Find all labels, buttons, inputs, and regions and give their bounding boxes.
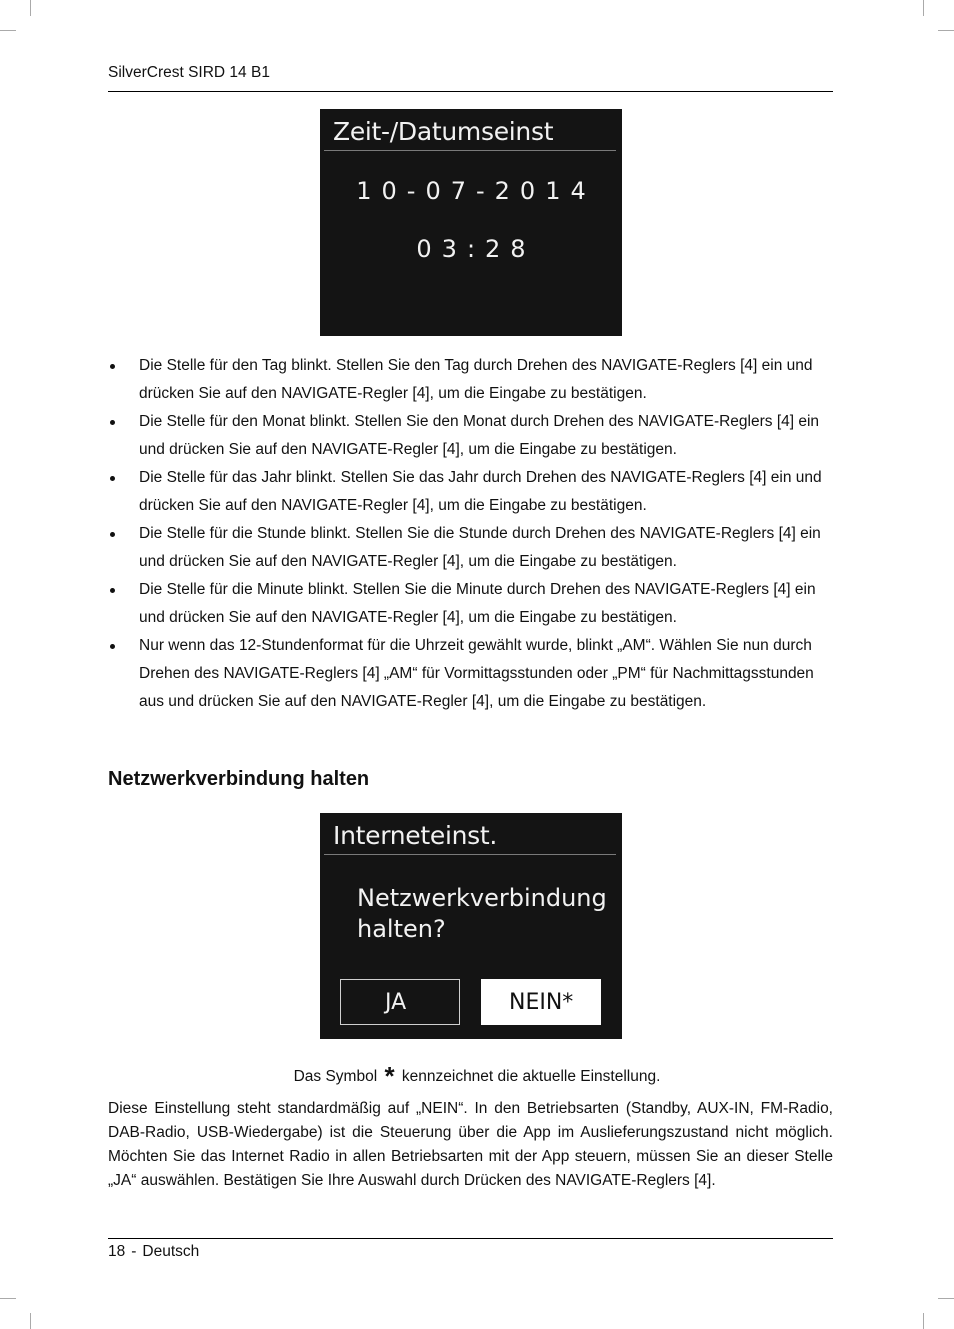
footer-rule	[108, 1238, 833, 1239]
screen-title: Interneteinst.	[333, 821, 498, 850]
body-paragraph: Diese Einstellung steht standardmäßig auf „NEIN“. In den Betriebsarten (Standby, AUX-IN, FM-Radio, DAB-Radio, USB-Wiedergabe) ist die Steuerung über die App im Auslieferungszustand nicht möglich. Möchten Sie das Internet Radio in allen Betriebsarten mit der App steuern, müssen Sie an dieser Stelle „JA“ auswählen. Bestätigen Sie Ihre Auswahl durch Drücken des NAVIGATE-Reglers [4].	[108, 1100, 833, 1189]
page-number: 18	[108, 1243, 126, 1260]
crop-mark	[30, 0, 31, 16]
time-display: 03:28	[416, 235, 536, 263]
question-text: Netzwerkverbindung halten?	[357, 884, 607, 943]
crop-mark	[938, 30, 954, 31]
section-heading: Netzwerkverbindung halten	[108, 768, 370, 790]
list-item: Die Stelle für die Stunde blinkt. Stellen Sie die Stunde durch Drehen des NAVIGATE-Reglers [4] ein und drücken Sie auf den NAVIGATE-Regler [4], um die Eingabe zu bestätigen.	[108, 520, 833, 576]
bullet-icon	[110, 364, 115, 369]
footer-language: Deutsch	[142, 1243, 200, 1260]
list-item: Die Stelle für den Tag blinkt. Stellen Sie den Tag durch Drehen des NAVIGATE-Reglers [4] ein und drücken Sie auf den NAVIGATE-Regler [4], um die Eingabe zu bestätigen.	[108, 352, 833, 408]
network-screen	[320, 813, 622, 1039]
list-item: Nur wenn das 12-Stundenformat für die Uhrzeit gewählt wurde, blinkt „AM“. Wählen Sie nun durch Drehen des NAVIGATE-Reglers [4] „AM“ für Vormittagsstunden oder „PM“ für Nachmittagsstunden aus und drücken Sie auf den NAVIGATE-Regler [4], um die Eingabe zu bestätigen.	[108, 632, 833, 716]
bullet-icon	[110, 644, 115, 649]
screen-title: Zeit-/Datumseinst	[333, 117, 554, 146]
bullet-icon	[110, 532, 115, 537]
no-button[interactable]: NEIN*	[481, 979, 601, 1025]
instruction-list	[108, 352, 833, 716]
screen-title-rule	[324, 150, 616, 151]
list-item: Die Stelle für den Monat blinkt. Stellen Sie den Monat durch Drehen des NAVIGATE-Reglers [4] ein und drücken Sie auf den NAVIGATE-Regler [4], um die Eingabe zu bestätigen.	[108, 408, 833, 464]
figure-caption: Das Symbol * kennzeichnet die aktuelle Einstellung.	[293, 1061, 661, 1091]
yes-button[interactable]: JA	[340, 979, 460, 1025]
crop-mark	[923, 1313, 924, 1329]
bullet-icon	[110, 588, 115, 593]
date-time-screen	[320, 109, 622, 336]
page-header: SilverCrest SIRD 14 B1	[108, 64, 270, 81]
list-item: Die Stelle für das Jahr blinkt. Stellen Sie das Jahr durch Drehen des NAVIGATE-Reglers [4] ein und drücken Sie auf den NAVIGATE-Regler [4], um die Eingabe zu bestätigen.	[108, 464, 833, 520]
crop-mark	[938, 1298, 954, 1299]
crop-mark	[0, 1298, 16, 1299]
bullet-icon	[110, 476, 115, 481]
screen-title-rule	[324, 854, 616, 855]
crop-mark	[0, 30, 16, 31]
asterisk-icon: *	[384, 1061, 395, 1091]
list-item: Die Stelle für die Minute blinkt. Stellen Sie die Minute durch Drehen des NAVIGATE-Reglers [4] ein und drücken Sie auf den NAVIGATE-Regler [4], um die Eingabe zu bestätigen.	[108, 576, 833, 632]
page-footer: 18 - Deutsch	[108, 1243, 200, 1260]
date-display: 10-07-2014	[356, 177, 596, 205]
crop-mark	[923, 0, 924, 16]
header-rule	[108, 91, 833, 92]
bullet-icon	[110, 420, 115, 425]
crop-mark	[30, 1313, 31, 1329]
